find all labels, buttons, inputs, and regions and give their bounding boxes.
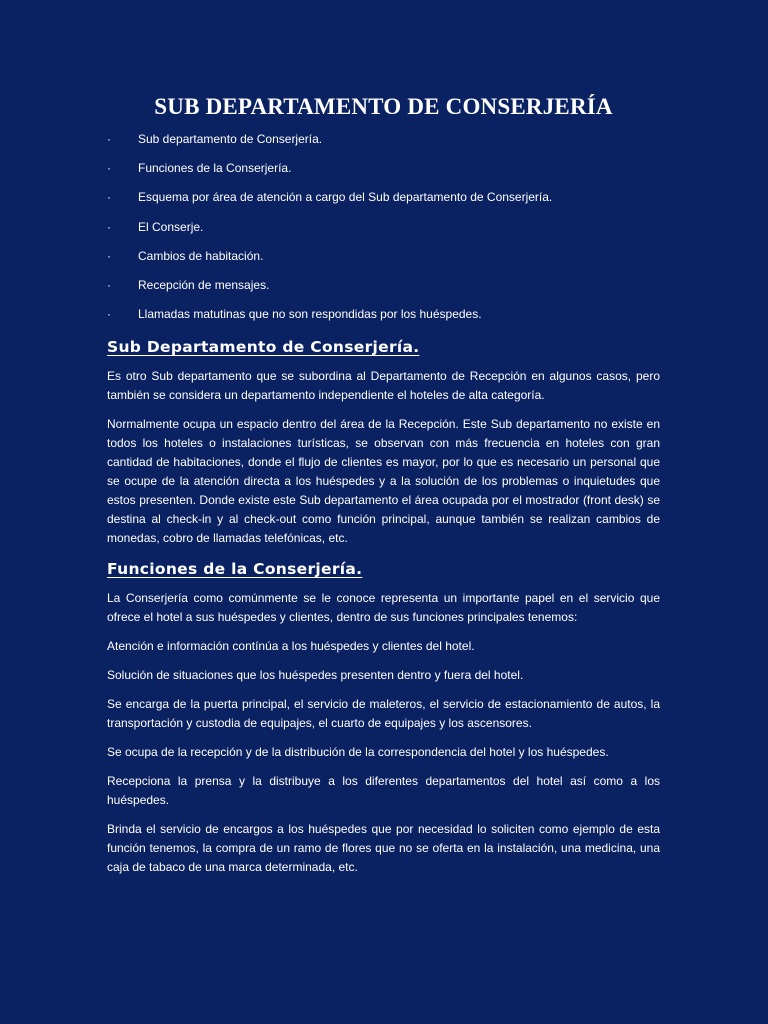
bullet-icon: · xyxy=(107,277,111,292)
toc-item-text: Funciones de la Conserjería. xyxy=(138,161,292,176)
paragraph: Atención e información contínúa a los huéspedes y clientes del hotel. xyxy=(107,639,475,654)
toc-item xyxy=(107,278,660,293)
toc-item-text: Cambios de habitación. xyxy=(138,248,264,263)
document-title: SUB DEPARTAMENTO DE CONSERJERÍA xyxy=(154,94,613,119)
paragraph: Se encarga de la puerta principal, el servicio de maleteros, el servicio de estacionamiento de autos, la transportación y custodia de equipajes, el cuarto de equipajes y los ascensores. xyxy=(107,697,660,731)
paragraph: Brinda el servicio de encargos a los huéspedes que por necesidad lo soliciten como ejemplo de esta función tenemos, la compra de un ramo de flores que no se oferta en la instalación, una medicina, una caja de tabaco de una marca determinada, etc. xyxy=(107,822,660,875)
table-of-contents xyxy=(107,132,660,322)
paragraph: Es otro Sub departamento que se subordina al Departamento de Recepción en algunos casos, pero también se considera un departamento independiente el hoteles de alta categoría. xyxy=(107,369,660,403)
bullet-icon: · xyxy=(107,132,111,146)
bullet-icon: · xyxy=(107,307,111,322)
paragraph: Recepciona la prensa y la distribuye a los diferentes departamentos del hotel así como a los huéspedes. xyxy=(107,774,660,808)
bullet-icon: · xyxy=(107,219,111,234)
toc-item-text: Esquema por área de atención a cargo del Sub departamento de Conserjería. xyxy=(138,190,553,205)
paragraph: Se ocupa de la recepción y de la distribución de la correspondencia del hotel y los huéspedes. xyxy=(107,745,609,760)
paragraph: Normalmente ocupa un espacio dentro del área de la Recepción. Este Sub departamento no existe en todos los hoteles o instalaciones turísticas, se observan con más frecuencia en hoteles con gran cantidad de habitaciones, donde el flujo de clientes es mayor, por lo que es necesario un personal que se ocupe de la atención directa a los huéspedes y a la solución de los problemas o inquietudes que estos presenten. Donde existe este Sub departamento el área ocupada por el mostrador (front desk) se destina al check-in y al check-out como función principal, aunque también se realizan cambios de monedas, cobro de llamadas telefónicas, etc. xyxy=(107,417,660,546)
toc-item-text: Llamadas matutinas que no son respondidas por los huéspedes. xyxy=(138,307,482,322)
document-page xyxy=(107,92,660,887)
toc-item-text: El Conserje. xyxy=(138,219,204,234)
bullet-icon: · xyxy=(107,248,111,263)
paragraph: Solución de situaciones que los huéspedes presenten dentro y fuera del hotel. xyxy=(107,668,524,683)
paragraph: La Conserjería como comúnmente se le conoce representa un importante papel en el servicio que ofrece el hotel a sus huéspedes y clientes, dentro de sus funciones principales tenemos: xyxy=(107,591,660,625)
toc-item-text: Recepción de mensajes. xyxy=(138,277,270,292)
bullet-icon: · xyxy=(107,161,111,176)
toc-item xyxy=(107,161,660,176)
toc-item-text: Sub departamento de Conserjería. xyxy=(138,132,323,146)
toc-item xyxy=(107,132,660,147)
toc-item xyxy=(107,307,660,322)
section-heading-sub-departamento: Sub Departamento de Conserjería. xyxy=(107,338,420,357)
toc-item xyxy=(107,249,660,264)
toc-item xyxy=(107,190,660,205)
bullet-icon: · xyxy=(107,190,111,205)
toc-item xyxy=(107,220,660,235)
section-heading-funciones: Funciones de la Conserjería. xyxy=(107,560,363,579)
